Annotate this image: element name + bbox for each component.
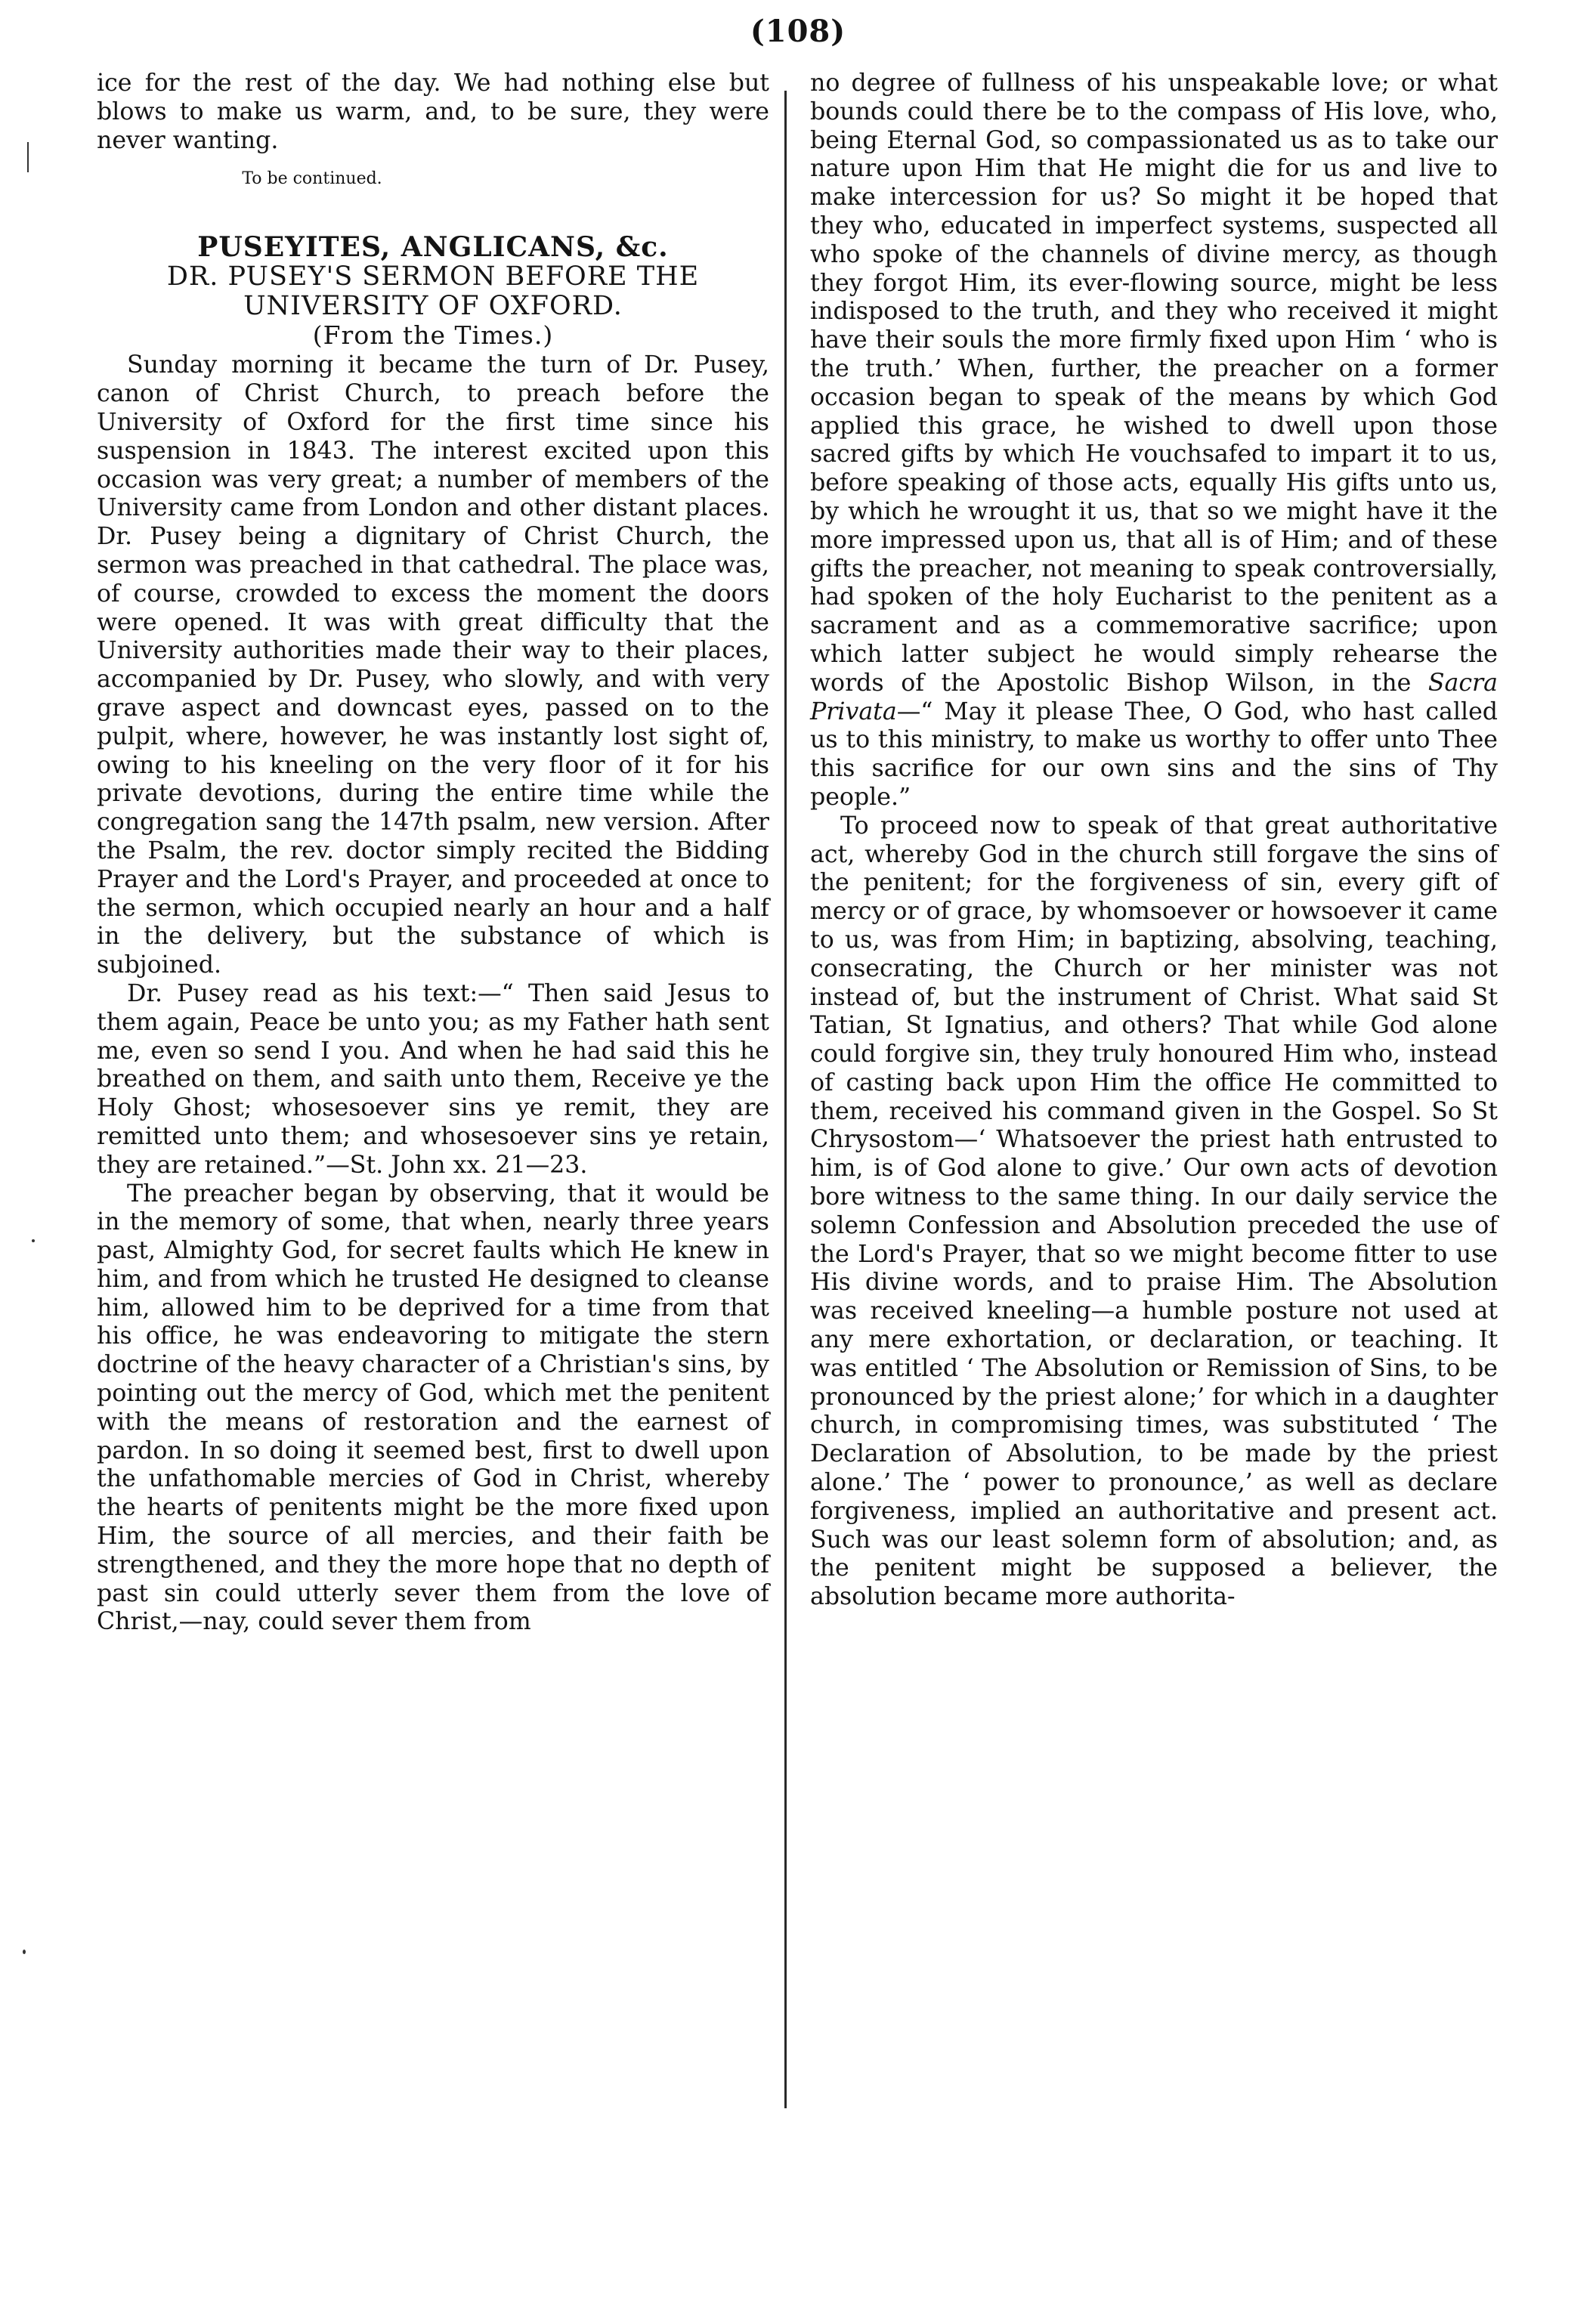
book-title: Sacra Privata xyxy=(810,669,1498,725)
article-paragraph: The preacher began by observing, that it would be in the memory of some, that when, nearly three years past, Almighty God, for secret faults which He knew in him, and from which he trusted He designed to cleanse him, allowed him to be deprived for a time from that his office, he was endeavoring to mitigate the stern doctrine of the heavy character of a Christian's sins, by pointing out the mercy of God, which met the penitent with the means of restoration and the earnest of pardon. In so doing it seemed best, first to dwell upon the unfathomable mercies of God in Christ, whereby the hearts of penitents might be the more fixed upon Him, the source of all mercies, and their faith be strengthened, and they the more hope that no depth of past sin could utterly sever them from the love of Christ,—nay, could sever them from xyxy=(97,1180,769,1636)
left-column xyxy=(97,70,769,1637)
column-divider xyxy=(784,91,787,2108)
article-heading xyxy=(97,232,769,350)
article-paragraph: Sunday morning it became the turn of Dr. Pusey, canon of Christ Church, to preach before the University of Oxford for the first time since his suspension in 1843. The interest excited upon this occasion was very great; a number of members of the University came from London and other distant places. Dr. Pusey being a dignitary of Christ Church, the sermon was preached in that cathedral. The place was, of course, crowded to excess the moment the doors were opened. It was with great difficulty that the University authorities made their way to their places, accompanied by Dr. Pusey, who slowly, and with very grave aspect and downcast eyes, passed on to the pulpit, where, however, he was instantly lost sight of, owing to his kneeling on the very floor of it for his private devotions, during the entire time while the congregation sang the 147th psalm, new version. After the Psalm, the rev. doctor simply recited the Bidding Prayer and the Lord's Prayer, and proceeded at once to the sermon, which occupied nearly an hour and a half in the delivery, but the substance of which is subjoined. xyxy=(97,351,769,979)
page-number: (108) xyxy=(750,14,846,49)
article-paragraph: To proceed now to speak of that great authoritative act, whereby God in the church still forgave the sins of the penitent; for the forgiveness of sin, every gift of mercy or of grace, by whomsoever or howsoever it came to us, was from Him; in baptizing, absolving, teaching, consecrating, the Church or her minister was not instead of, but the instrument of Christ. What said St Tatian, St Ignatius, and others? That while God alone could forgive sin, they truly honoured Him who, instead of casting back upon Him the office He committed to them, received his command given in the Gospel. So St Chrysostom—‘ Whatsoever the priest hath entrusted to him, is of God alone to give.’ Our own acts of devotion bore witness to the same thing. In our daily service the solemn Confession and Absolution preceded the use of the Lord's Prayer, that so we might become fitter to use His divine words, and to praise Him. The Absolution was received kneeling—a humble posture not used at any mere exhortation, or declaration, or teaching. It was entitled ‘ The Absolution or Remission of Sins, to be pronounced by the priest alone;’ for which in a daughter church, in compromising times, was substituted ‘ The Declaration of Absolution, to be made by the priest alone.’ The ‘ power to pronounce,’ as well as declare forgiveness, implied an authoritative and present act. Such was our least solemn form of absolution; and, as the penitent might be supposed a believer, the absolution became more authorita- xyxy=(810,812,1498,1611)
margin-mark xyxy=(27,142,29,172)
paragraph-text: no degree of fullness of his unspeakable love; or what bounds could there be to the compass of His love, who, being Eternal God, so compassionated us as to take our nature upon Him that He might die for us and live to make intercession for us? So might it be hoped that they who, educated in imperfect systems, suspected all who spoke of the channels of divine mercy, as though they forgot Him, its ever-flowing source, might be less indisposed to the truth, and they who received it might have their souls the more firmly fixed upon Him ‘ who is the truth.’ When, further, the preacher on a former occasion began to speak of the means by which God applied this grace, he wished to dwell upon those sacred gifts by which He vouchsafed to impart it to us, before speaking of those acts, equally His gifts unto us, by which he wrought it us, that so we might have it the more impressed upon us, that all is of Him; and of these gifts the preacher, not meaning to speak controversially, had spoken of the holy Eucharist to the penitent as a sacrament and as a commemorative sacrifice; upon which latter subject he would simply rehearse the words of the Apostolic Bishop Wilson, in the xyxy=(810,70,1498,697)
paragraph-text: —“ May it please Thee, O God, who hast called us to this ministry, to make us worthy to offer unto Thee this sacrifice for our own sins and the sins of Thy people.” xyxy=(810,697,1498,811)
continued-story-ending: ice for the rest of the day. We had nothing else but blows to make us warm, and, to be sure, they were never wanting. xyxy=(97,70,769,154)
to-be-continued-note: To be continued. xyxy=(242,169,382,189)
article-paragraph xyxy=(810,70,1498,812)
article-subheadline: DR. PUSEY'S SERMON BEFORE THE UNIVERSITY OF OXFORD. xyxy=(166,261,700,322)
margin-dot xyxy=(32,1239,35,1242)
article-headline: PUSEYITES, ANGLICANS, &c. xyxy=(197,231,669,264)
article-paragraph: Dr. Pusey read as his text:—“ Then said Jesus to them again, Peace be unto you; as my Father hath sent me, even so send I you. And when he had said this he breathed on them, and saith unto them, Receive ye the Holy Ghost; whosesoever sins ye remit, they are remitted unto them; and whosesoever sins ye retain, they are retained.”—St. John xx. 21—23. xyxy=(97,979,769,1179)
article-source: (From the Times.) xyxy=(312,320,554,351)
margin-dot xyxy=(23,1950,26,1954)
right-column xyxy=(810,70,1498,1612)
